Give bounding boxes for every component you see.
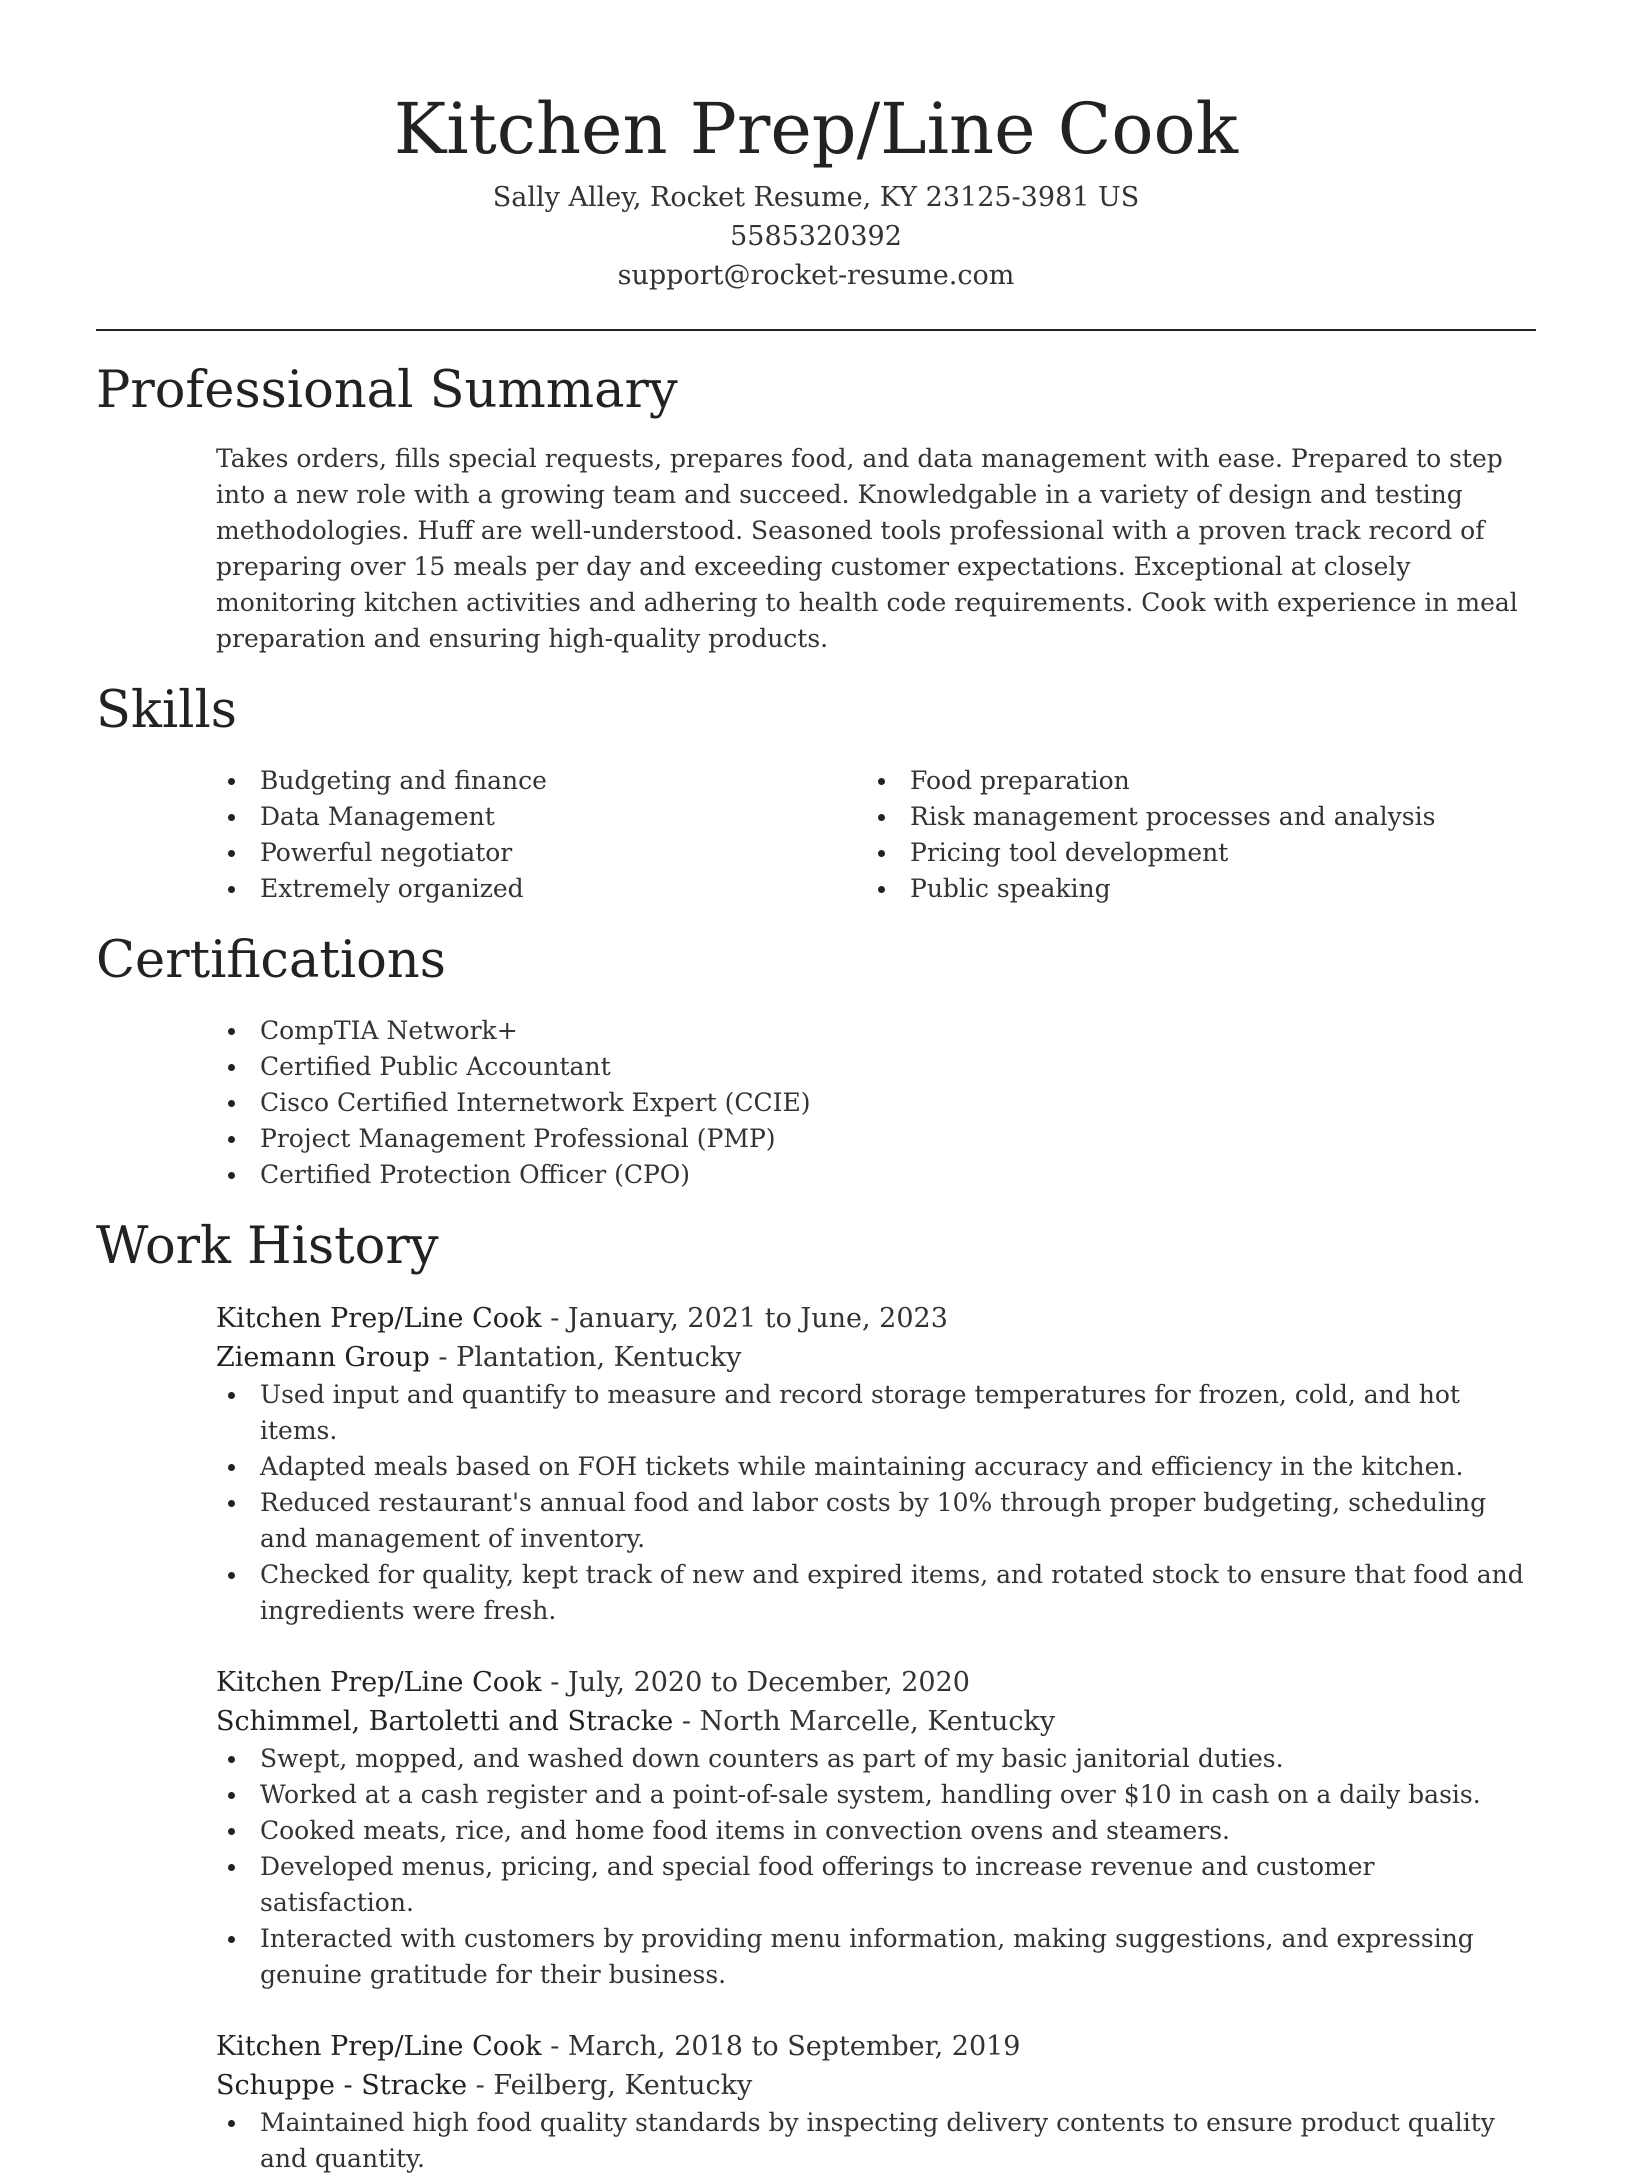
job-role: Kitchen Prep/Line Cook xyxy=(216,2031,542,2062)
bullet-icon xyxy=(228,1064,235,1071)
bullet-icon xyxy=(878,886,885,893)
job-duty-item: Adapted meals based on FOH tickets while maintaining accuracy and efficiency in the kitchen. xyxy=(216,1449,1536,1485)
resume-header xyxy=(96,0,1536,295)
job-title-line xyxy=(216,2027,1536,2066)
job-duty-item: Cooked meats, rice, and home food items in convection ovens and steamers. xyxy=(216,1813,1536,1849)
job-duty-item: Reduced restaurant's annual food and labor costs by 10% through proper budgeting, scheduling and management of inventory. xyxy=(216,1485,1536,1557)
bullet-icon xyxy=(228,1172,235,1179)
bullet-icon xyxy=(228,1792,235,1799)
job-entry xyxy=(216,1663,1536,1993)
bullet-icon xyxy=(228,1756,235,1763)
job-duty-item: Maintained high food quality standards by inspecting delivery contents to ensure product quality and quantity. xyxy=(216,2105,1536,2177)
bullet-icon xyxy=(228,1464,235,1471)
job-entry xyxy=(216,1299,1536,1629)
job-duty-item: Used input and quantify to measure and record storage temperatures for frozen, cold, and hot items. xyxy=(216,1377,1536,1449)
job-duty-item: Swept, mopped, and washed down counters as part of my basic janitorial duties. xyxy=(216,1741,1536,1777)
summary-text: Takes orders, fills special requests, prepares food, and data management with ease. Prepared to step into a new role with a growing team and succeed. Knowledgable in a variety of design and testing methodologies. Huff are well-understood. Seasoned tools professional with a proven track record of preparing over 15 meals per day and exceeding customer expectations. Exceptional at closely monitoring kitchen activities and adhering to health code requirements. Cook with experience in meal preparation and ensuring high-quality products. xyxy=(216,444,1518,653)
work-history-heading: Work History xyxy=(96,1217,439,1276)
job-dates: - March, 2018 to September, 2019 xyxy=(541,2031,1021,2062)
job-company-line xyxy=(216,2066,1536,2105)
certifications-list xyxy=(216,1013,1536,1193)
job-role: Kitchen Prep/Line Cook xyxy=(216,1667,542,1698)
skill-item: Data Management xyxy=(216,799,866,835)
job-title-line xyxy=(216,1663,1536,1702)
certification-item: Project Management Professional (PMP) xyxy=(216,1121,1536,1157)
job-company-line xyxy=(216,1702,1536,1741)
job-duty-item: Checked for quality, kept track of new and expired items, and rotated stock to ensure that food and ingredients were fresh. xyxy=(216,1557,1536,1629)
bullet-icon xyxy=(228,1936,235,1943)
skill-item: Extremely organized xyxy=(216,871,866,907)
bullet-icon xyxy=(878,850,885,857)
skills-column-right xyxy=(866,763,1516,907)
bullet-icon xyxy=(228,814,235,821)
job-entry xyxy=(216,2027,1536,2177)
job-dates: - July, 2020 to December, 2020 xyxy=(541,1667,970,1698)
certifications-heading: Certifications xyxy=(96,931,446,990)
job-duties xyxy=(216,1377,1536,1629)
bullet-icon xyxy=(228,850,235,857)
skill-item: Food preparation xyxy=(866,763,1516,799)
job-company: Ziemann Group xyxy=(216,1342,430,1373)
job-company: Schuppe - Stracke xyxy=(216,2070,468,2101)
job-dates: - January, 2021 to June, 2023 xyxy=(541,1303,948,1334)
bullet-icon xyxy=(228,1572,235,1579)
certification-item: CompTIA Network+ xyxy=(216,1013,1536,1049)
job-location: - Plantation, Kentucky xyxy=(429,1342,742,1373)
phone-number: 5585320392 xyxy=(730,221,902,252)
bullet-icon xyxy=(228,1392,235,1399)
bullet-icon xyxy=(878,778,885,785)
bullet-icon xyxy=(228,1500,235,1507)
email-address: support@rocket-resume.com xyxy=(617,260,1015,291)
bullet-icon xyxy=(878,814,885,821)
certification-item: Certified Public Accountant xyxy=(216,1049,1536,1085)
skill-item: Budgeting and finance xyxy=(216,763,866,799)
job-location: - North Marcelle, Kentucky xyxy=(673,1706,1056,1737)
skills-list xyxy=(216,763,1536,907)
job-duties xyxy=(216,1741,1536,1993)
skills-heading: Skills xyxy=(96,681,237,740)
skill-item: Public speaking xyxy=(866,871,1516,907)
bullet-icon xyxy=(228,778,235,785)
skill-item: Risk management processes and analysis xyxy=(866,799,1516,835)
bullet-icon xyxy=(228,1100,235,1107)
skills-column-left xyxy=(216,763,866,907)
job-company: Schimmel, Bartoletti and Stracke xyxy=(216,1706,674,1737)
bullet-icon xyxy=(228,1028,235,1035)
skill-item: Powerful negotiator xyxy=(216,835,866,871)
job-title-line xyxy=(216,1299,1536,1338)
bullet-icon xyxy=(228,1828,235,1835)
address: Sally Alley, Rocket Resume, KY 23125-3981 US xyxy=(492,182,1140,213)
job-duty-item: Developed menus, pricing, and special food offerings to increase revenue and customer satisfaction. xyxy=(216,1849,1536,1921)
job-company-line xyxy=(216,1338,1536,1377)
certification-item: Cisco Certified Internetwork Expert (CCIE) xyxy=(216,1085,1536,1121)
job-location: - Feilberg, Kentucky xyxy=(467,2070,753,2101)
bullet-icon xyxy=(228,1864,235,1871)
job-duties xyxy=(216,2105,1536,2177)
job-duty-item: Worked at a cash register and a point-of-sale system, handling over $10 in cash on a daily basis. xyxy=(216,1777,1536,1813)
page-title: Kitchen Prep/Line Cook xyxy=(393,88,1239,170)
bullet-icon xyxy=(228,886,235,893)
job-duty-item: Interacted with customers by providing menu information, making suggestions, and expressing genuine gratitude for their business. xyxy=(216,1921,1536,1993)
bullet-icon xyxy=(228,2120,235,2127)
job-role: Kitchen Prep/Line Cook xyxy=(216,1303,542,1334)
certification-item: Certified Protection Officer (CPO) xyxy=(216,1157,1536,1193)
resume-page xyxy=(96,0,1536,2177)
summary-heading: Professional Summary xyxy=(96,361,678,420)
contact-info xyxy=(96,178,1536,295)
header-divider xyxy=(96,329,1536,331)
skill-item: Pricing tool development xyxy=(866,835,1516,871)
bullet-icon xyxy=(228,1136,235,1143)
